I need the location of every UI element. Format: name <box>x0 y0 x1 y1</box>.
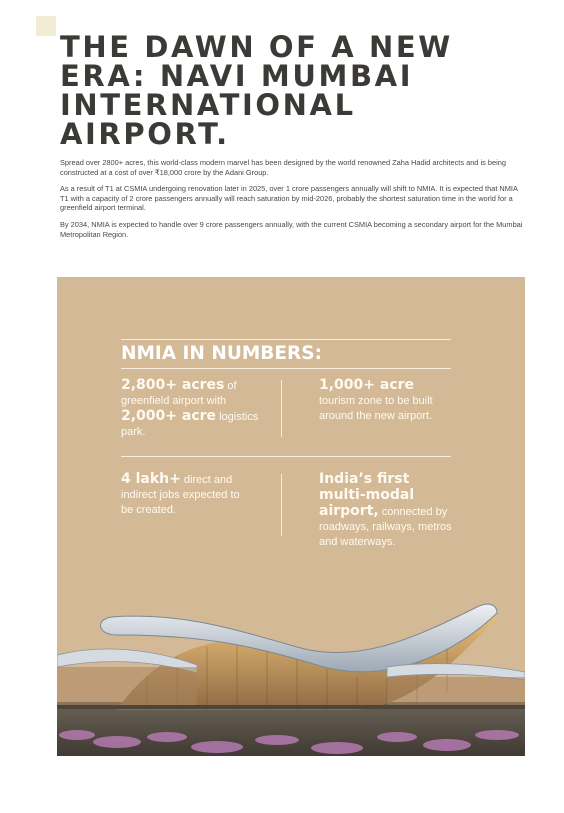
stat-tourism-text: tourism zone to be built around the new airport. <box>319 395 433 422</box>
stat-tourism <box>319 378 449 424</box>
stat-multimodal-text: connected by roadways, railways, metros and waterways. <box>319 506 452 548</box>
stat-multimodal <box>319 472 459 550</box>
stats-middle-rule <box>121 456 451 457</box>
stat-logistics-text: logistics park. <box>121 411 259 438</box>
heading-top-rule <box>121 339 451 340</box>
stat-acres-value: 2,800+ acres <box>121 377 225 393</box>
stat-tourism-value: 1,000+ acre <box>319 377 415 393</box>
airport-terminal-illustration <box>57 577 525 756</box>
corner-accent-square <box>36 16 56 36</box>
stat-acres-text: of greenfield airport with <box>121 380 237 407</box>
numbers-heading: NMIA IN NUMBERS: <box>121 343 322 364</box>
stat-jobs-value: 4 lakh+ <box>121 471 181 487</box>
heading-bottom-rule <box>121 368 451 369</box>
stat-divider-bottom <box>281 474 282 536</box>
intro-paragraph-2: As a result of T1 at CSMIA undergoing renovation later in 2025, over 1 crore passengers annually will shift to NMIA. It is expected that NMIA T1 with a capacity of 2 crore passengers annually will reach saturation by mid-2026, probably the shortest saturation time in the world for a greenfield airport terminal. <box>60 184 518 213</box>
intro-paragraph-1: Spread over 2800+ acres, this world-class modern marvel has been designed by the world renowned Zaha Hadid architects and is being constructed at a cost of over ₹18,000 crore by the Adani Group. <box>60 158 506 177</box>
intro-text <box>60 158 528 246</box>
intro-paragraph-3: By 2034, NMIA is expected to handle over 9 crore passengers annually, with the current CSMIA becoming a secondary airport for the Mumbai Metropolitan Region. <box>60 219 523 239</box>
stat-jobs-text: direct and indirect jobs expected to be created. <box>121 474 240 516</box>
stat-multimodal-value: India’s first multi-modal airport, <box>319 471 415 519</box>
page-title: THE DAWN OF A NEW ERA: NAVI MUMBAI INTERNATIONAL AIRPORT. <box>60 30 453 151</box>
stat-logistics-value: 2,000+ acre <box>121 408 217 424</box>
stat-jobs <box>121 472 251 518</box>
stat-divider-top <box>281 380 282 437</box>
numbers-panel <box>57 277 525 756</box>
stat-acres <box>121 378 271 440</box>
